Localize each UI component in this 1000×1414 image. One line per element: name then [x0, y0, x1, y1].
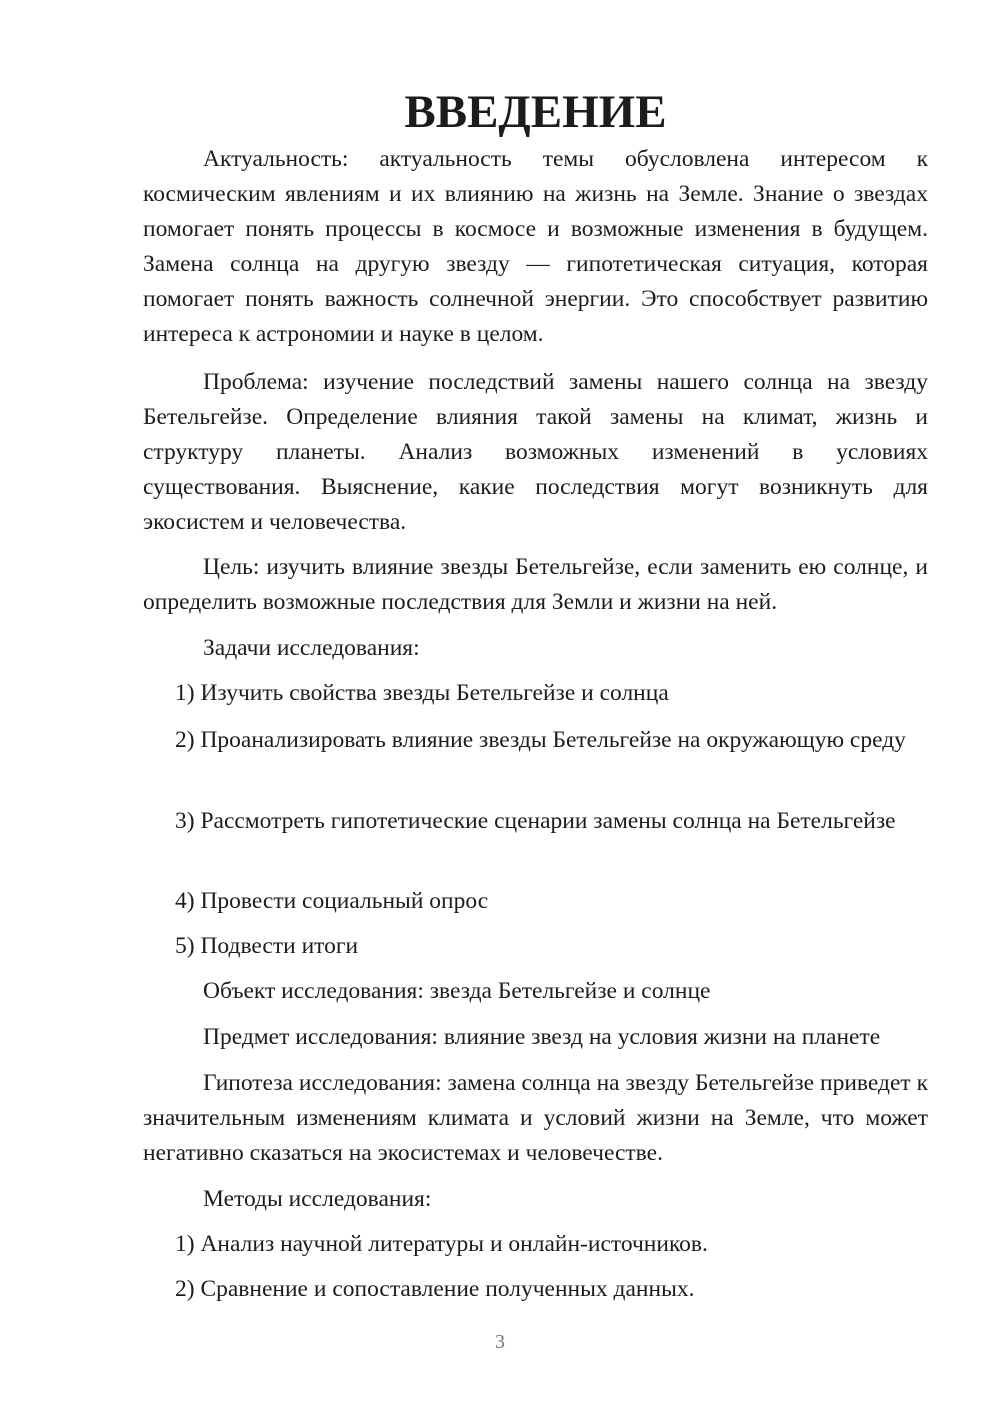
method-item: 1) Анализ научной литературы и онлайн-источников.: [175, 1231, 708, 1257]
page-title: ВВЕДЕНИЕ: [404, 86, 667, 138]
method-item: 2) Сравнение и сопоставление полученных данных.: [175, 1276, 695, 1302]
task-item: 2) Проанализировать влияние звезды Бетельгейзе на окружающую среду: [175, 727, 906, 753]
problem-paragraph: Проблема: изучение последствий замены нашего солнца на звезду Бетельгейзе. Определение влияния такой замены на климат, жизнь и структуру планеты. Анализ возможных изменений в условиях существования. Выяснение, какие последствия могут возникнуть для экосистем и человечества.: [143, 369, 928, 535]
task-item: 3) Рассмотреть гипотетические сценарии замены солнца на Бетельгейзе: [175, 808, 896, 834]
hypothesis-paragraph: Гипотеза исследования: замена солнца на звезду Бетельгейзе приведет к значительным изменениям климата и условий жизни на Земле, что может негативно сказаться на экосистемах и человечестве.: [143, 1070, 928, 1166]
page-number: 3: [495, 1331, 505, 1353]
methods-heading: Методы исследования:: [203, 1186, 432, 1212]
relevance-paragraph: Актуальность: актуальность темы обусловлена интересом к космическим явлениям и их влиянию на жизнь на Земле. Знание о звездах помогает понять процессы в космосе и возможные изменения в будущем. Замена солнца на другую звезду — гипотетическая ситуация, которая помогает понять важность солнечной энергии. Это способствует развитию интереса к астрономии и науке в целом.: [143, 146, 928, 347]
tasks-heading: Задачи исследования:: [203, 635, 420, 661]
task-item: 1) Изучить свойства звезды Бетельгейзе и солнца: [175, 680, 669, 706]
research-object: Объект исследования: звезда Бетельгейзе и солнце: [203, 978, 711, 1004]
task-item: 5) Подвести итоги: [175, 933, 359, 959]
research-subject: Предмет исследования: влияние звезд на условия жизни на планете: [203, 1024, 881, 1050]
task-item: 4) Провести социальный опрос: [175, 888, 489, 914]
goal-paragraph: Цель: изучить влияние звезды Бетельгейзе, если заменить ею солнце, и определить возможные последствия для Земли и жизни на ней.: [143, 554, 928, 615]
